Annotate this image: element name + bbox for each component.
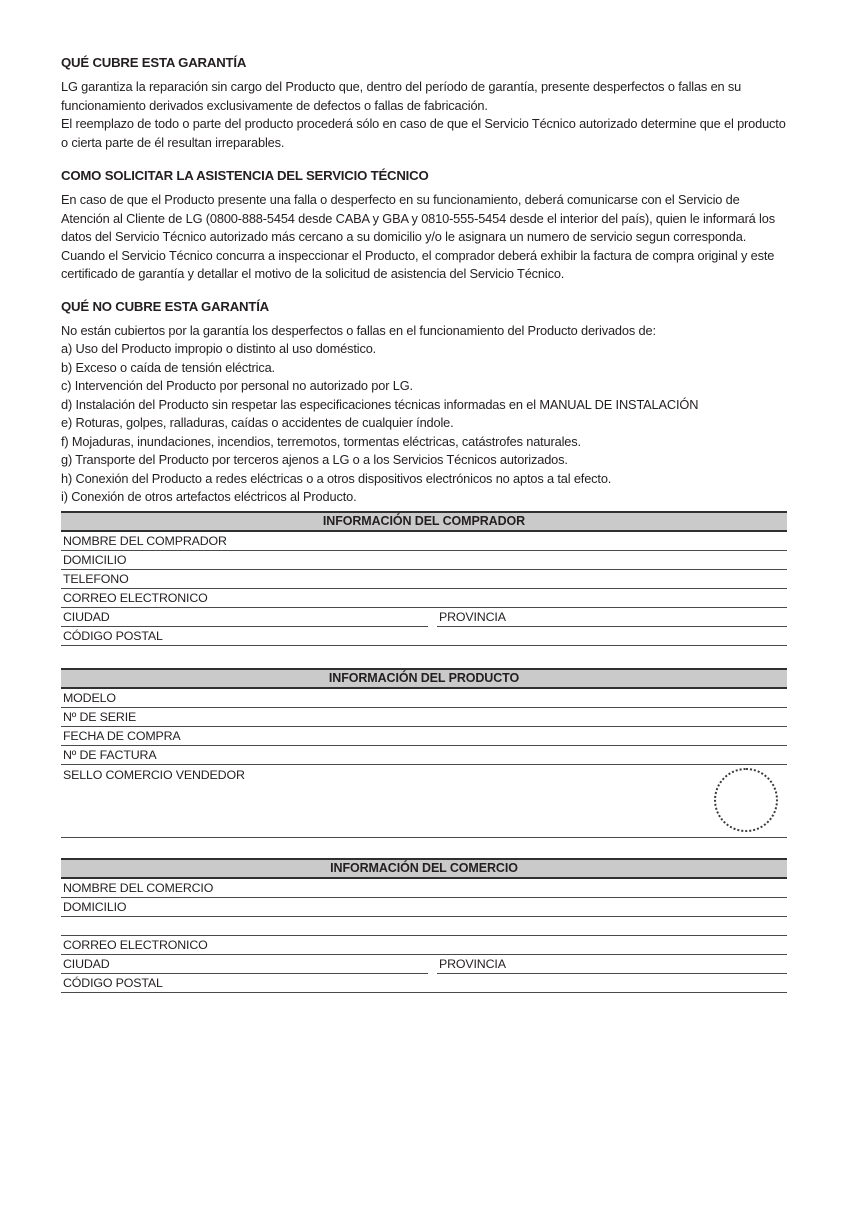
document-content xyxy=(61,0,787,993)
table-title: INFORMACIÓN DEL PRODUCTO xyxy=(328,670,520,685)
field-label: NOMBRE DEL COMERCIO xyxy=(63,880,214,895)
field-label: NOMBRE DEL COMPRADOR xyxy=(63,533,227,548)
field-row-correo-comercio xyxy=(61,936,787,955)
field-row-fecha-compra xyxy=(61,727,787,746)
cell-gap xyxy=(428,955,437,974)
exclusions-intro: No están cubiertos por la garantía los desperfectos o fallas en el funcionamiento del Producto derivados de: xyxy=(61,322,656,338)
cell-gap xyxy=(428,608,437,627)
exclusion-item-f: f) Mojaduras, inundaciones, incendios, terremotos, tormentas eléctricas, catástrofes naturales. xyxy=(61,433,581,449)
paragraph: Cuando el Servicio Técnico concurra a inspeccionar el Producto, el comprador deberá exhibir la factura de compra original y este certificado de garantía y detallar el motivo de la solicitud de asistencia del Servicio Técnico. xyxy=(61,247,775,281)
field-row-sello-comercio xyxy=(61,765,787,838)
section-que-cubre xyxy=(61,55,787,152)
paragraph: En caso de que el Producto presente una falla o desperfecto en su funcionamiento, deberá comunicarse con el Servicio de Atención al Cliente de LG (0800-888-5454 desde CABA y GBA y 0810-555-5454 desde el interior del país), quien le informará los datos del Servicio Técnico autorizado más cercano a su domicilio y/o le asignara un numero de servicio segun corresponda. xyxy=(61,192,775,244)
exclusion-item-e: e) Roturas, golpes, ralladuras, caídas o accidentes de cualquier índole. xyxy=(61,415,454,430)
field-row-codigo-postal-comercio xyxy=(61,974,787,993)
exclusion-item-c: c) Intervención del Producto por personal no autorizado por LG. xyxy=(61,378,413,393)
exclusion-item-g: g) Transporte del Producto por terceros ajenos a LG o a los Servicios Técnicos autorizados. xyxy=(61,452,568,467)
field-row-domicilio-comercio xyxy=(61,898,787,917)
table-header-comercio xyxy=(61,858,787,879)
exclusion-item-a: a) Uso del Producto impropio o distinto al uso doméstico. xyxy=(61,341,377,356)
paragraph: El reemplazo de todo o parte del producto procederá sólo en caso de que el Servicio Técnico autorizado determine que el producto o cierta parte de él resultan irreparables. xyxy=(61,116,786,150)
field-label: SELLO COMERCIO VENDEDOR xyxy=(63,767,245,782)
field-row-domicilio-continuacion xyxy=(61,917,787,936)
table-title: INFORMACIÓN DEL COMPRADOR xyxy=(322,513,526,528)
field-label: CORREO ELECTRONICO xyxy=(63,937,208,952)
field-label: CÓDIGO POSTAL xyxy=(63,975,163,990)
field-row-correo-electronico xyxy=(61,589,787,608)
section-heading-como-solicitar: COMO SOLICITAR LA ASISTENCIA DEL SERVICIO TÉCNICO xyxy=(61,168,429,183)
field-cell-provincia xyxy=(437,955,787,974)
field-row-ciudad-provincia xyxy=(61,608,787,627)
field-row-domicilio xyxy=(61,551,787,570)
field-label: DOMICILIO xyxy=(63,552,127,567)
field-row-modelo xyxy=(61,689,787,708)
field-cell-ciudad xyxy=(61,955,428,974)
field-cell-provincia xyxy=(437,608,787,627)
field-label: PROVINCIA xyxy=(439,609,506,624)
field-row-numero-factura xyxy=(61,746,787,765)
stamp-circle-icon xyxy=(714,768,778,832)
section-que-no-cubre xyxy=(61,299,787,507)
field-cell-ciudad xyxy=(61,608,428,627)
field-label: TELEFONO xyxy=(63,571,129,586)
field-label: Nº DE FACTURA xyxy=(63,747,157,762)
paragraph: LG garantiza la reparación sin cargo del Producto que, dentro del período de garantía, presente desperfectos o fallas en su funcionamiento derivados exclusivamente de defectos o fallas de fabricación. xyxy=(61,79,742,113)
field-label: Nº DE SERIE xyxy=(63,709,137,724)
field-row-ciudad-provincia-comercio xyxy=(61,955,787,974)
field-row-nombre-comprador xyxy=(61,532,787,551)
field-label: CIUDAD xyxy=(63,956,110,971)
table-title: INFORMACIÓN DEL COMERCIO xyxy=(330,860,518,875)
section-como-solicitar xyxy=(61,168,787,284)
table-header-producto xyxy=(61,668,787,689)
exclusion-item-d: d) Instalación del Producto sin respetar las especificaciones técnicas informadas en el MANUAL DE INSTALACIÓN xyxy=(61,396,699,412)
table-informacion-comprador xyxy=(61,511,787,646)
exclusion-item-h: h) Conexión del Producto a redes eléctricas o a otros dispositivos electrónicos no aptos a tal efecto. xyxy=(61,470,612,486)
field-label: MODELO xyxy=(63,690,116,705)
section-heading-que-cubre: QUÉ CUBRE ESTA GARANTÍA xyxy=(61,55,247,70)
exclusion-item-b: b) Exceso o caída de tensión eléctrica. xyxy=(61,359,275,375)
field-row-telefono xyxy=(61,570,787,589)
field-label: DOMICILIO xyxy=(63,899,127,914)
field-row-nombre-comercio xyxy=(61,879,787,898)
field-label: PROVINCIA xyxy=(439,956,506,971)
exclusion-item-i: i) Conexión de otros artefactos eléctricos al Producto. xyxy=(61,489,357,504)
section-heading-que-no-cubre: QUÉ NO CUBRE ESTA GARANTÍA xyxy=(61,298,270,314)
table-informacion-producto xyxy=(61,668,787,838)
field-label: FECHA DE COMPRA xyxy=(63,728,181,743)
table-informacion-comercio xyxy=(61,858,787,993)
field-row-numero-serie xyxy=(61,708,787,727)
table-header-comprador xyxy=(61,511,787,532)
field-label: CIUDAD xyxy=(63,609,110,624)
field-row-codigo-postal xyxy=(61,627,787,646)
field-label: CORREO ELECTRONICO xyxy=(63,590,208,605)
field-label: CÓDIGO POSTAL xyxy=(63,628,163,643)
